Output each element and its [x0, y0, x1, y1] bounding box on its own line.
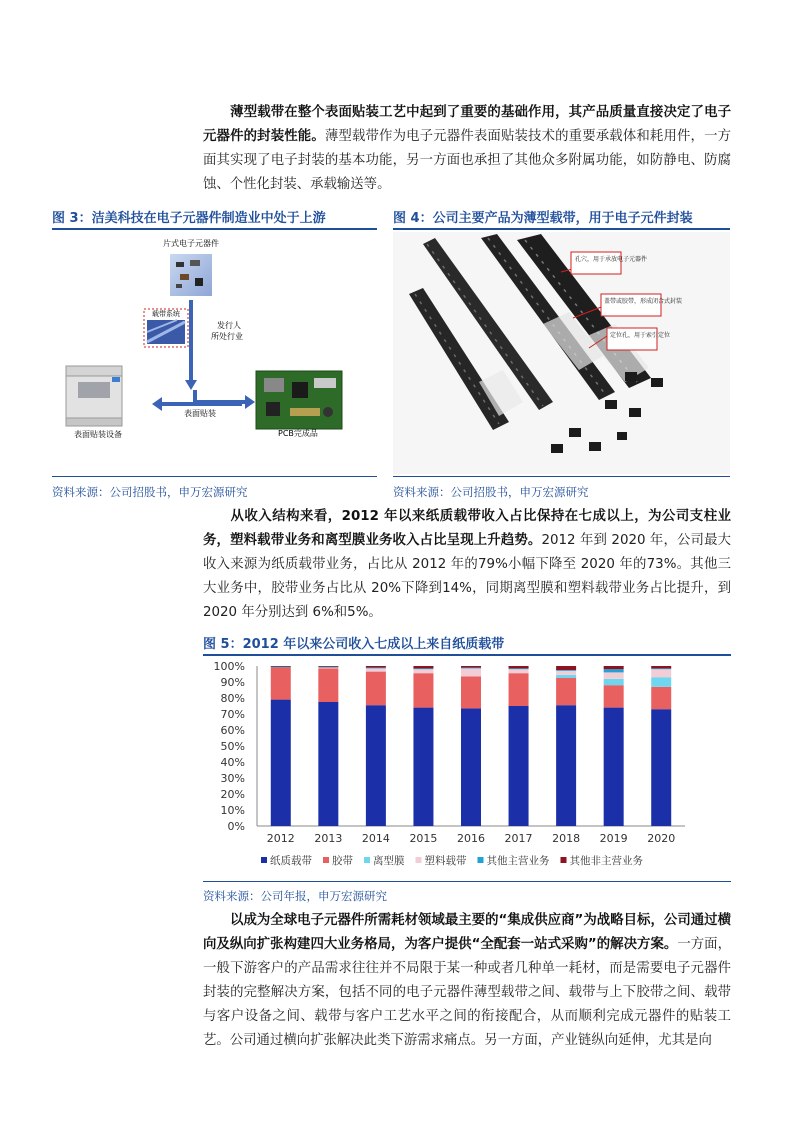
pcb-board: [256, 371, 342, 429]
y-tick-label: 50%: [220, 740, 245, 753]
x-tick-label: 2017: [504, 832, 533, 845]
bar-segment: [604, 679, 624, 685]
bar-segment: [413, 673, 433, 707]
bar-segment: [271, 700, 291, 826]
arrow-down: [189, 300, 193, 382]
paragraph-1: [203, 101, 731, 197]
x-tick-label: 2012: [266, 832, 295, 845]
y-tick-label: 90%: [220, 676, 245, 689]
label-smt-equipment: 表面贴装设备: [74, 430, 122, 439]
y-tick-label: 0%: [227, 820, 245, 833]
figure-3-title: 图 3：洁美科技在电子元器件制造业中处于上游: [52, 211, 326, 226]
paragraph-2: [203, 505, 731, 625]
bar-segment: [366, 668, 386, 671]
legend-swatch: [478, 857, 484, 863]
x-tick-label: 2014: [361, 832, 390, 845]
bar-segment: [318, 702, 338, 826]
bar-segment: [318, 667, 338, 668]
bar-segment: [556, 678, 576, 705]
bar-segment: [413, 708, 433, 826]
bar-segment: [556, 670, 576, 671]
paragraph-3: [203, 909, 731, 1053]
legend-label: 其他非主营业务: [569, 855, 643, 867]
bar-segment: [604, 708, 624, 826]
bar-segment: [318, 668, 338, 702]
label-smt-process: 表面贴装: [184, 409, 216, 418]
paragraph-1-lead: 薄型载带在整个表面贴装工艺中起到了重要的基础作用，其产品质量直接决定了电子元器件的封装性能。: [203, 105, 731, 144]
y-tick-label: 70%: [220, 708, 245, 721]
y-tick-label: 20%: [220, 788, 245, 801]
legend-swatch: [416, 857, 422, 863]
legend-swatch: [364, 857, 370, 863]
bar-segment: [366, 672, 386, 706]
x-tick-label: 2016: [457, 832, 485, 845]
bar-segment: [413, 666, 433, 668]
callout-2: 盖带或胶带，形成闭合式封装: [604, 298, 683, 305]
bar-segment: [509, 706, 529, 826]
paragraph-3-lead: 以成为全球电子元器件所需耗材领域最主要的“集成供应商”为战略目标，公司通过横向及纵向扩张构建四大业务格局，为客户提供“全配套一站式采购”的解决方案。: [203, 913, 731, 952]
paragraph-2-body: 2012 年到 2020 年，公司最大收入来源为纸质载带业务，占比从 2012 年的79%小幅下降至 2020 年的73%。其他三大业务中，胶带业务占比从 20%下降到14%，同期离型膜和塑料载带业务占比提升，到 2020 年分别达到 6%和5%。: [203, 533, 731, 620]
y-tick-label: 10%: [220, 804, 245, 817]
legend-swatch: [323, 857, 329, 863]
bar-segment: [651, 666, 671, 668]
figure-4-title: 图 4：公司主要产品为薄型载带，用于电子元件封装: [393, 211, 693, 226]
bar-segment: [604, 666, 624, 669]
y-tick-label: 40%: [220, 756, 245, 769]
x-tick-label: 2018: [552, 832, 581, 845]
bar-segment: [604, 669, 624, 672]
smt-machine: [66, 366, 122, 426]
paragraph-1-body: 薄型载带作为电子元器件表面贴装技术的重要承载体和耗用件，一方面其实现了电子封装的基本功能，另一方面也承担了其他众多附属功能，如防静电、防腐蚀、个性化封装、承载输送等。: [203, 129, 732, 192]
figure-4-top-rule: [393, 228, 730, 230]
figure-4-bottom-rule: [393, 476, 730, 477]
paragraph-2-lead: 从收入结构来看，2012 年以来纸质载带收入占比保持在七成以上，为公司支柱业务，塑料载带业务和离型膜业务收入占比呈现上升趋势。: [203, 509, 731, 548]
label-components: 片式电子元器件: [163, 239, 219, 248]
bar-segment: [461, 668, 481, 669]
y-tick-label: 60%: [220, 724, 245, 737]
bar-segment: [651, 668, 671, 669]
bar-segment: [509, 666, 529, 668]
bar-segment: [461, 708, 481, 826]
bar-segment: [318, 668, 338, 669]
label-issuer: 发行人: [217, 321, 241, 330]
figure-5-chart: [203, 658, 731, 878]
legend-label: 塑料载带: [424, 855, 467, 867]
bar-segment: [556, 666, 576, 670]
figure-3-bottom-rule: [52, 476, 377, 477]
x-tick-label: 2015: [409, 832, 438, 845]
bar-segment: [461, 676, 481, 708]
label-carrier: 载带系统: [152, 310, 180, 318]
arrow-right: [193, 400, 245, 404]
bar-segment: [271, 667, 291, 668]
legend-label: 离型膜: [373, 855, 405, 867]
bar-segment: [556, 675, 576, 678]
figure-5-top-rule: [203, 654, 731, 656]
figure-4-photo: [393, 232, 730, 474]
bar-segment: [509, 668, 529, 669]
x-tick-label: 2019: [599, 832, 628, 845]
x-tick-label: 2013: [314, 832, 343, 845]
figure-4-source: 资料来源：公司招股书，申万宏源研究: [393, 485, 589, 499]
bar-segment: [461, 668, 481, 676]
bar-segment: [413, 668, 433, 669]
supply-chain-diagram: [52, 232, 377, 474]
bar-segment: [271, 668, 291, 700]
bar-segment: [366, 705, 386, 826]
legend-label: 其他主营业务: [486, 855, 550, 867]
revenue-share-chart: [203, 658, 731, 878]
carrier-tape-photo: [393, 232, 730, 474]
bar-segment: [271, 666, 291, 667]
legend-swatch: [561, 857, 567, 863]
bar-segment: [366, 668, 386, 669]
figure-3-top-rule: [52, 228, 377, 230]
y-tick-label: 100%: [213, 660, 245, 673]
y-tick-label: 30%: [220, 772, 245, 785]
bar-segment: [651, 687, 671, 709]
bar-segment: [604, 685, 624, 707]
figure-5-title: 图 5：2012 年以来公司收入七成以上来自纸质载带: [203, 637, 505, 652]
bar-segment: [651, 677, 671, 687]
figure-3-source: 资料来源：公司招股书，申万宏源研究: [52, 485, 248, 499]
figure-5-source: 资料来源：公司年报，申万宏源研究: [203, 889, 387, 903]
callout-3: 定位孔，用于索引定位: [610, 332, 671, 339]
bar-segment: [461, 666, 481, 668]
bar-segment: [318, 666, 338, 667]
paragraph-3-body: 一方面，一般下游客户的产品需求往往并不局限于某一种或者几种单一耗材，而是需要电子元器件封装的完整解决方案，包括不同的电子元器件薄型载带之间、载带与上下胶带之间、载带与客户设备之间、载带与客户工艺水平之间的衔接配合，从而顺利完成元器件的贴装工艺。公司通过横向扩张解决此类下游需求痛点。另一方面，产业链纵向延伸，尤其是向: [203, 937, 731, 1048]
label-pcb: PCB完成品: [278, 429, 318, 438]
label-industry: 所处行业: [211, 332, 243, 341]
bar-segment: [556, 671, 576, 675]
bar-segment: [604, 672, 624, 678]
bar-segment: [413, 669, 433, 673]
figure-3-diagram: [52, 232, 377, 474]
x-tick-label: 2020: [647, 832, 676, 845]
y-tick-label: 80%: [220, 692, 245, 705]
bar-segment: [556, 705, 576, 826]
legend-swatch: [261, 857, 267, 863]
bar-segment: [509, 673, 529, 706]
callout-1: 孔穴，用于承放电子元器件: [575, 256, 648, 263]
bar-segment: [651, 709, 671, 826]
bar-segment: [509, 669, 529, 673]
bar-segment: [366, 666, 386, 668]
figure-5-bottom-rule: [203, 881, 731, 882]
legend-label: 纸质载带: [270, 855, 312, 867]
legend-label: 胶带: [332, 855, 353, 867]
bar-segment: [651, 669, 671, 677]
